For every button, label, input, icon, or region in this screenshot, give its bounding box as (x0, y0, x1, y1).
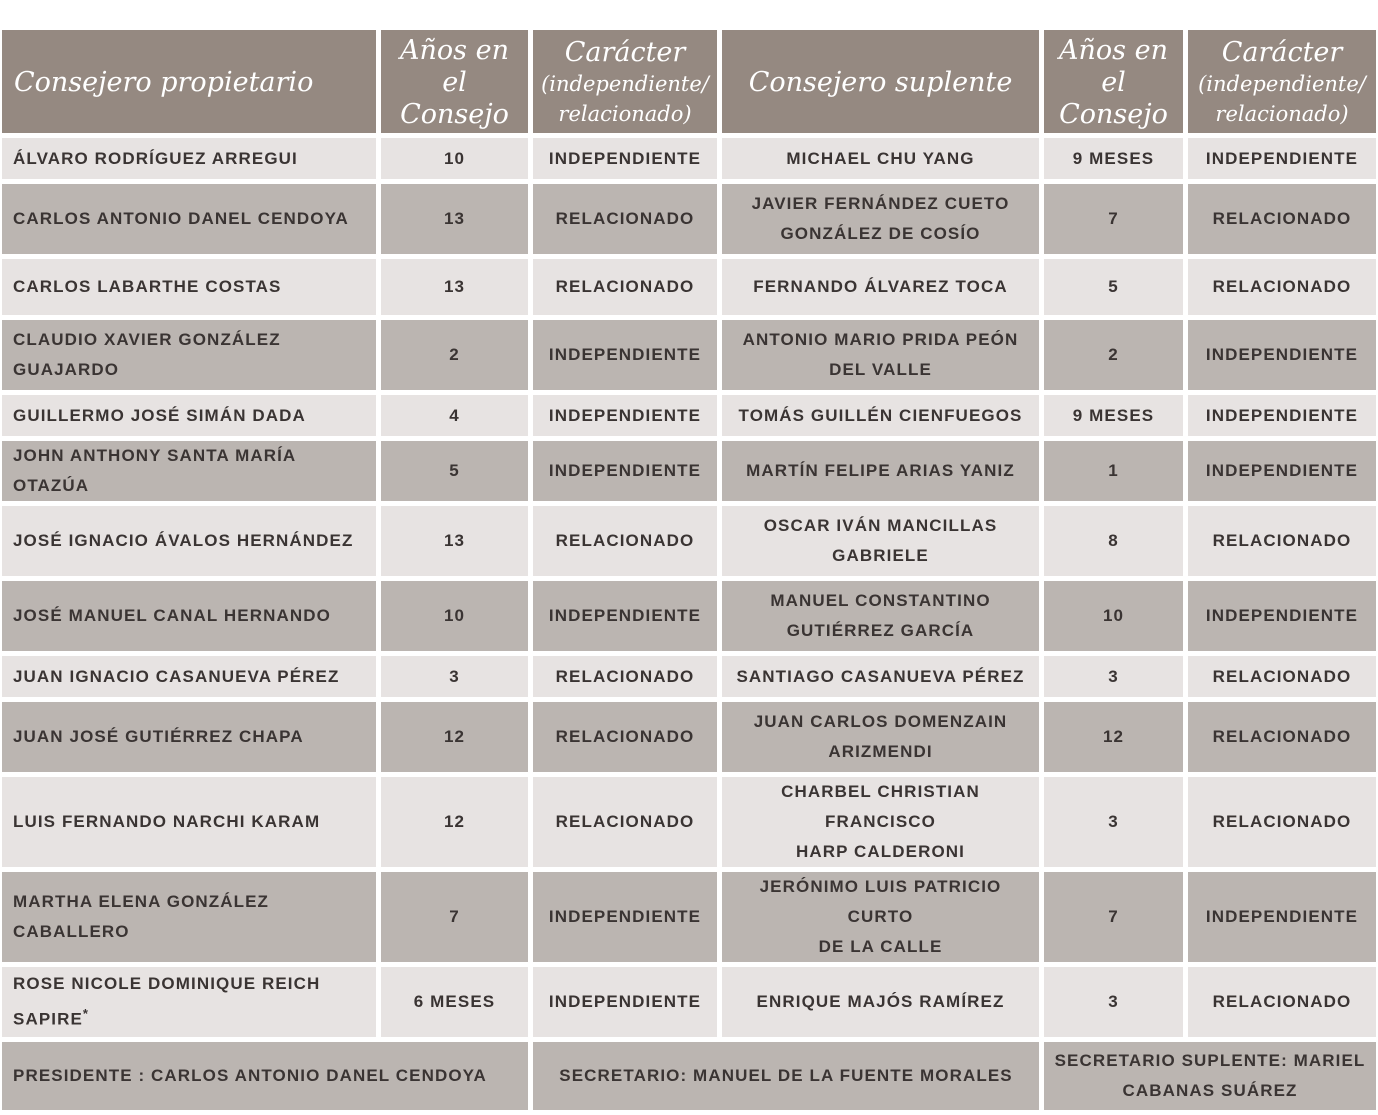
anos-suplente-cell: 3 (1044, 656, 1183, 697)
caracter-propietario-cell: INDEPENDIENTE (533, 441, 717, 501)
suplente-line-2: ARIZMENDI (828, 742, 933, 761)
suplente-line-2: DE LA CALLE (818, 937, 943, 956)
secretario-suplente-line-2: CABANAS SUÁREZ (1122, 1081, 1298, 1100)
table-row (2, 184, 1376, 254)
propietario-cell: CARLOS LABARTHE COSTAS (2, 259, 376, 315)
suplente-cell: FERNANDO ÁLVAREZ TOCA (722, 259, 1039, 315)
propietario-cell: GUILLERMO JOSÉ SIMÁN DADA (2, 395, 376, 436)
propietario-line-2: GUAJARDO (13, 360, 120, 379)
suplente-line-2: GABRIELE (832, 546, 929, 565)
anos-suplente-cell: 7 (1044, 184, 1183, 254)
suplente-line-1: OSCAR IVÁN MANCILLAS (763, 516, 998, 535)
board-table-container (0, 28, 1378, 1115)
footnote-marker: * (82, 1006, 90, 1022)
caracter-suplente-cell: RELACIONADO (1188, 777, 1376, 867)
anos-propietario-cell: 10 (381, 138, 528, 179)
anos-propietario-cell: 12 (381, 702, 528, 772)
suplente-line-1: JERÓNIMO LUIS PATRICIO CURTO (759, 877, 1002, 926)
caracter-propietario-cell: INDEPENDIENTE (533, 395, 717, 436)
header-row (2, 30, 1376, 133)
table-row (2, 872, 1376, 962)
presidente-cell: PRESIDENTE : CARLOS ANTONIO DANEL CENDOYA (2, 1042, 528, 1110)
header-caracter-propietario: Carácter (independiente/ relacionado) (533, 30, 717, 133)
anos-suplente-cell: 1 (1044, 441, 1183, 501)
anos-propietario-cell: 6 MESES (381, 967, 528, 1037)
propietario-cell (2, 967, 376, 1037)
caracter-propietario-cell: INDEPENDIENTE (533, 872, 717, 962)
propietario-cell: JOSÉ MANUEL CANAL HERNANDO (2, 581, 376, 651)
anos-propietario-cell: 13 (381, 184, 528, 254)
propietario-cell (2, 320, 376, 390)
propietario-cell: JUAN IGNACIO CASANUEVA PÉREZ (2, 656, 376, 697)
propietario-line-1: ROSE NICOLE DOMINIQUE REICH (13, 974, 321, 994)
suplente-cell: SANTIAGO CASANUEVA PÉREZ (722, 656, 1039, 697)
anos-suplente-cell: 9 MESES (1044, 395, 1183, 436)
propietario-cell: ÁLVARO RODRÍGUEZ ARREGUI (2, 138, 376, 179)
caracter-propietario-cell: INDEPENDIENTE (533, 138, 717, 179)
suplente-line-1: CHARBEL CHRISTIAN FRANCISCO (781, 782, 980, 831)
anos-propietario-cell: 4 (381, 395, 528, 436)
suplente-line-2: DEL VALLE (829, 360, 932, 379)
anos-propietario-cell: 7 (381, 872, 528, 962)
header-consejero-suplente: Consejero suplente (722, 30, 1039, 133)
table-row (2, 581, 1376, 651)
propietario-cell: MARTHA ELENA GONZÁLEZ CABALLERO (2, 872, 376, 962)
suplente-cell: MARTÍN FELIPE ARIAS YANIZ (722, 441, 1039, 501)
propietario-cell: JUAN JOSÉ GUTIÉRREZ CHAPA (2, 702, 376, 772)
caracter-suplente-cell: INDEPENDIENTE (1188, 395, 1376, 436)
table-row (2, 320, 1376, 390)
caracter-suplente-cell: INDEPENDIENTE (1188, 138, 1376, 179)
caracter-suplente-cell: RELACIONADO (1188, 656, 1376, 697)
suplente-cell (722, 506, 1039, 576)
anos-suplente-cell: 8 (1044, 506, 1183, 576)
anos-suplente-cell: 12 (1044, 702, 1183, 772)
caracter-suplente-cell: RELACIONADO (1188, 184, 1376, 254)
caracter-suplente-cell: RELACIONADO (1188, 506, 1376, 576)
table-row (2, 506, 1376, 576)
anos-suplente-cell: 10 (1044, 581, 1183, 651)
anos-suplente-cell: 3 (1044, 777, 1183, 867)
caracter-propietario-cell: RELACIONADO (533, 777, 717, 867)
table-row (2, 702, 1376, 772)
header-anos-propietario: Años en el Consejo (381, 30, 528, 133)
suplente-cell (722, 320, 1039, 390)
suplente-line-1: MANUEL CONSTANTINO (770, 591, 991, 610)
table-row (2, 259, 1376, 315)
table-row (2, 777, 1376, 867)
propietario-cell: JOHN ANTHONY SANTA MARÍA OTAZÚA (2, 441, 376, 501)
caracter-propietario-cell: INDEPENDIENTE (533, 967, 717, 1037)
anos-propietario-cell: 3 (381, 656, 528, 697)
table-row (2, 656, 1376, 697)
caracter-propietario-cell: RELACIONADO (533, 702, 717, 772)
suplente-cell (722, 581, 1039, 651)
table-row (2, 441, 1376, 501)
anos-propietario-cell: 2 (381, 320, 528, 390)
header-consejero-propietario: Consejero propietario (2, 30, 376, 133)
board-members-table (0, 25, 1378, 1115)
propietario-line-2: SAPIRE (13, 1009, 83, 1029)
anos-propietario-cell: 13 (381, 259, 528, 315)
caracter-suplente-cell: INDEPENDIENTE (1188, 320, 1376, 390)
caracter-suplente-cell: RELACIONADO (1188, 702, 1376, 772)
header-caracter-suplente: Carácter (independiente/ relacionado) (1188, 30, 1376, 133)
caracter-suplente-cell: INDEPENDIENTE (1188, 441, 1376, 501)
suplente-line-2: HARP CALDERONI (795, 842, 966, 861)
suplente-cell (722, 872, 1039, 962)
footer-row (2, 1042, 1376, 1110)
caracter-propietario-cell: INDEPENDIENTE (533, 320, 717, 390)
caracter-suplente-cell: INDEPENDIENTE (1188, 581, 1376, 651)
header-anos-suplente: Años en el Consejo (1044, 30, 1183, 133)
suplente-cell: MICHAEL CHU YANG (722, 138, 1039, 179)
suplente-cell: ENRIQUE MAJÓS RAMÍREZ (722, 967, 1039, 1037)
suplente-line-2: GUTIÉRREZ GARCÍA (786, 621, 975, 640)
anos-suplente-cell: 5 (1044, 259, 1183, 315)
caracter-propietario-cell: RELACIONADO (533, 184, 717, 254)
anos-suplente-cell: 7 (1044, 872, 1183, 962)
anos-propietario-cell: 13 (381, 506, 528, 576)
caracter-suplente-cell: RELACIONADO (1188, 967, 1376, 1037)
secretario-cell: SECRETARIO: MANUEL DE LA FUENTE MORALES (533, 1042, 1039, 1110)
propietario-line-1: CLAUDIO XAVIER GONZÁLEZ (13, 330, 281, 349)
suplente-line-1: JUAN CARLOS DOMENZAIN (753, 712, 1008, 731)
suplente-cell (722, 184, 1039, 254)
anos-suplente-cell: 3 (1044, 967, 1183, 1037)
propietario-cell: JOSÉ IGNACIO ÁVALOS HERNÁNDEZ (2, 506, 376, 576)
suplente-cell (722, 702, 1039, 772)
suplente-cell: TOMÁS GUILLÉN CIENFUEGOS (722, 395, 1039, 436)
caracter-propietario-cell: INDEPENDIENTE (533, 581, 717, 651)
caracter-suplente-cell: INDEPENDIENTE (1188, 872, 1376, 962)
anos-propietario-cell: 12 (381, 777, 528, 867)
suplente-line-1: ANTONIO MARIO PRIDA PEÓN (742, 330, 1019, 349)
propietario-cell: LUIS FERNANDO NARCHI KARAM (2, 777, 376, 867)
secretario-suplente-cell (1044, 1042, 1376, 1110)
anos-propietario-cell: 10 (381, 581, 528, 651)
anos-propietario-cell: 5 (381, 441, 528, 501)
caracter-propietario-cell: RELACIONADO (533, 506, 717, 576)
table-row (2, 395, 1376, 436)
anos-suplente-cell: 9 MESES (1044, 138, 1183, 179)
table-row (2, 138, 1376, 179)
caracter-suplente-cell: RELACIONADO (1188, 259, 1376, 315)
suplente-cell (722, 777, 1039, 867)
anos-suplente-cell: 2 (1044, 320, 1183, 390)
suplente-line-2: GONZÁLEZ DE COSÍO (780, 224, 981, 243)
table-row (2, 967, 1376, 1037)
secretario-suplente-line-1: SECRETARIO SUPLENTE: MARIEL (1054, 1051, 1366, 1070)
caracter-propietario-cell: RELACIONADO (533, 259, 717, 315)
suplente-line-1: JAVIER FERNÁNDEZ CUETO (751, 194, 1010, 213)
caracter-propietario-cell: RELACIONADO (533, 656, 717, 697)
propietario-cell: CARLOS ANTONIO DANEL CENDOYA (2, 184, 376, 254)
